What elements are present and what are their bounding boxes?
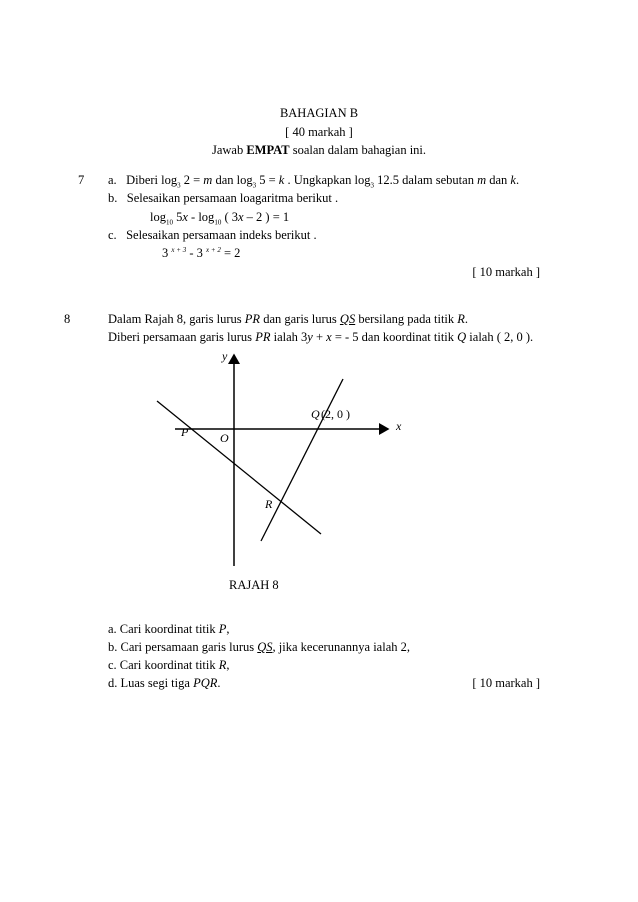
exponent: x + 2 — [206, 245, 221, 254]
origin-label: O — [220, 431, 229, 445]
label-qs: QS — [257, 640, 273, 654]
q7-marks: [ 10 markah ] — [472, 265, 540, 279]
line-pr — [157, 401, 321, 534]
q8-text: bersilang pada titik — [355, 312, 458, 326]
log-base: 10 — [214, 218, 222, 227]
eq-text: - 3 — [186, 246, 203, 260]
q8b-text: b. Cari persamaan garis lurus — [108, 640, 258, 654]
q8-text: ialah 3 — [270, 330, 308, 344]
label-pr: PR — [255, 330, 271, 344]
var-x: x — [237, 210, 244, 224]
q8a-text: , — [226, 622, 230, 636]
label-q: Q — [457, 330, 467, 344]
q7a-text: dan — [486, 173, 511, 187]
label-p: P — [218, 622, 227, 636]
point-q-label: Q — [311, 407, 320, 421]
q7a-text: 12.5 dalam sebutan — [373, 173, 478, 187]
q8-text: ialah ( 2, 0 ). — [466, 330, 534, 344]
q7c-label: c. — [108, 228, 117, 242]
eq-text: = 2 — [220, 246, 241, 260]
section-marks: [ 40 markah ] — [285, 125, 353, 139]
log-base: 3 — [370, 181, 374, 190]
q8-text: Diberi persamaan garis lurus — [108, 330, 256, 344]
line-qs — [261, 379, 343, 541]
label-qs: QS — [339, 312, 356, 326]
y-axis-label: y — [222, 349, 228, 363]
log-base: 10 — [165, 218, 173, 227]
var-k: k — [510, 173, 516, 187]
exponent: x + 3 — [171, 245, 187, 254]
eq-text: log — [150, 210, 166, 224]
q8-text: Dalam Rajah 8, garis lurus — [108, 312, 245, 326]
diagram-caption: RAJAH 8 — [229, 578, 279, 592]
q8-text: dan garis lurus — [260, 312, 340, 326]
q8-part-b — [108, 640, 410, 655]
q8d-text: . — [217, 676, 221, 690]
var-m: m — [203, 173, 213, 187]
q7a-text: dan log — [212, 173, 253, 187]
q8-text: + — [312, 330, 327, 344]
eq-text: 5 — [172, 210, 183, 224]
section-title: BAHAGIAN B — [279, 106, 359, 120]
eq-text: ( 3 — [221, 210, 238, 224]
instruction-bold: EMPAT — [246, 143, 290, 157]
log-base: 3 — [252, 181, 257, 190]
q8-part-a — [108, 622, 230, 637]
q7a-text: . — [515, 173, 520, 187]
eq-text: – 2 ) = 1 — [243, 210, 290, 224]
instruction-pre: Jawab — [211, 143, 247, 157]
var-x: x — [182, 210, 188, 224]
q8-text: = - 5 dan koordinat titik — [331, 330, 458, 344]
q7a-text: 5 = — [256, 173, 279, 187]
q7a-text: 2 = — [180, 173, 204, 187]
log-base: 3 — [177, 181, 181, 190]
q8c-text: c. Cari koordinat titik — [108, 658, 219, 672]
q7a-text: Diberi log — [126, 173, 178, 187]
q7b-text: Selesaikan persamaan loagaritma berikut . — [126, 191, 339, 205]
q7a-label: a. — [108, 173, 117, 187]
instruction-post: soalan dalam bahagian ini. — [289, 143, 427, 157]
q7a-text: . Ungkapkan log — [284, 173, 371, 187]
var-k: k — [278, 173, 285, 187]
var-x: x — [326, 330, 332, 344]
q7c-text: Selesaikan persamaan indeks berikut . — [126, 228, 317, 242]
var-m: m — [477, 173, 487, 187]
q8-part-c — [108, 658, 230, 673]
question-7-number: 7 — [78, 173, 85, 187]
q8b-text: , jika kecerunannya ialah 2, — [272, 640, 410, 654]
label-r: R — [457, 312, 465, 326]
q8-marks: [ 10 markah ] — [472, 676, 540, 690]
eq-text: - log — [187, 210, 215, 224]
label-pr: PR — [244, 312, 261, 326]
x-axis-label: x — [396, 419, 402, 433]
eq-text: 3 — [162, 246, 169, 260]
point-r-label: R — [265, 497, 273, 511]
var-y: y — [307, 330, 313, 344]
q8d-text: d. Luas segi tiga — [108, 676, 194, 690]
label-pqr: PQR — [193, 676, 218, 690]
q8a-text: a. Cari koordinat titik — [108, 622, 219, 636]
q8c-text: , — [226, 658, 230, 672]
label-r: R — [218, 658, 227, 672]
q7b-label: b. — [108, 191, 118, 205]
question-8-number: 8 — [64, 312, 71, 326]
point-q-coord: (2, 0 ) — [321, 407, 350, 421]
q8-part-d — [108, 676, 221, 691]
q8-text: . — [464, 312, 469, 326]
point-p-label: P — [181, 425, 189, 439]
